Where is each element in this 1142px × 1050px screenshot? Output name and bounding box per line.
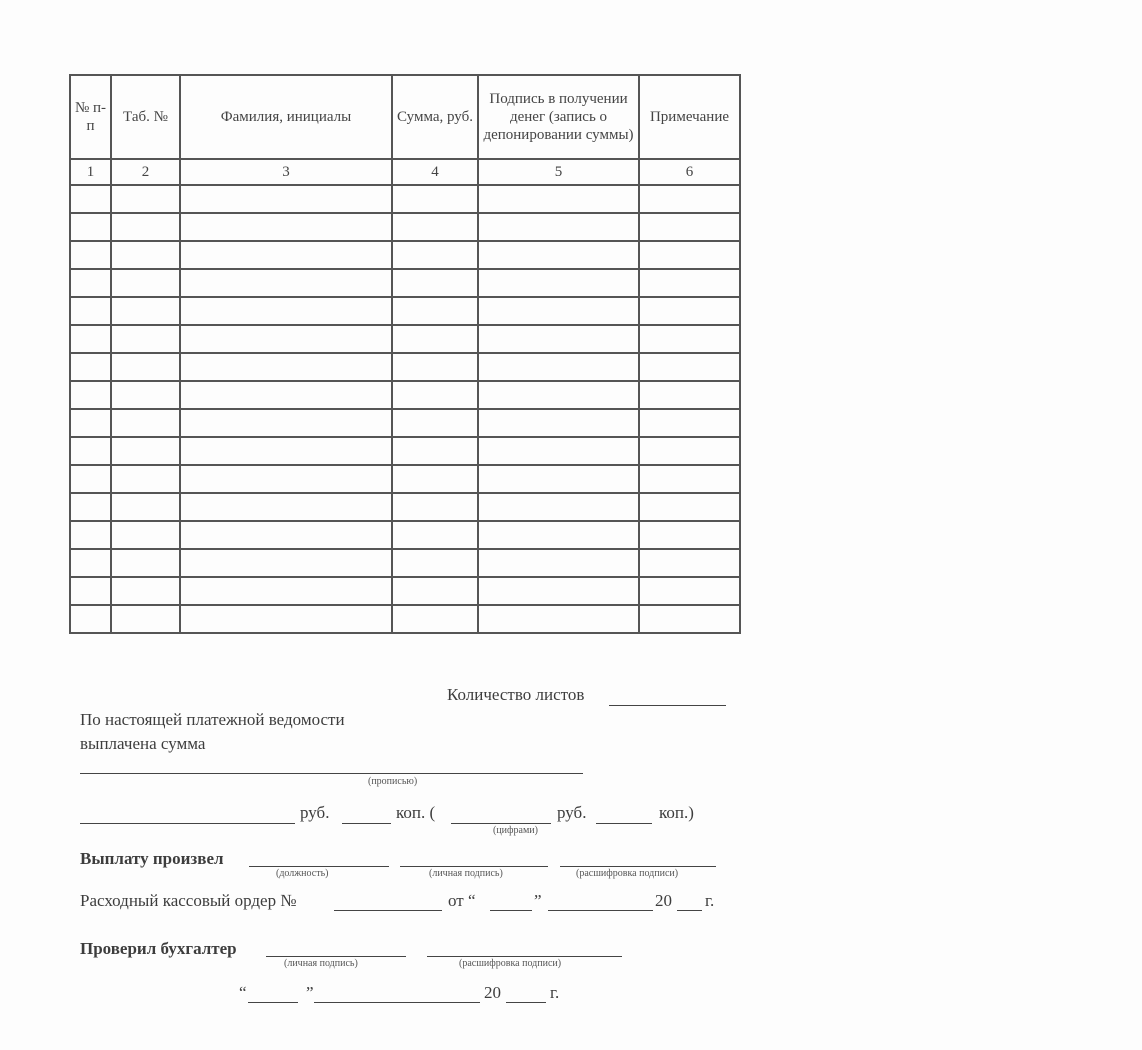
table-cell	[70, 549, 111, 577]
table-cell	[478, 605, 639, 633]
table-row	[70, 549, 740, 577]
year-prefix: 20	[655, 891, 672, 910]
table-cell	[180, 577, 392, 605]
caption-decoding2: (расшифровка подписи)	[459, 958, 562, 969]
column-number: 1	[70, 159, 111, 185]
table-cell	[70, 185, 111, 213]
table-row	[70, 577, 740, 605]
header-row-number: № п-п	[70, 75, 111, 159]
cash-order-label: Расходный кассовый ордер №	[80, 891, 297, 910]
table-cell	[111, 465, 180, 493]
quote-close: ”	[534, 891, 542, 910]
table-cell	[70, 325, 111, 353]
table-cell	[111, 325, 180, 353]
cash-order-number-line	[334, 910, 442, 911]
payroll-table	[69, 74, 741, 634]
table-cell	[180, 241, 392, 269]
header-full-name: Фамилия, инициалы	[180, 75, 392, 159]
table-body	[70, 185, 740, 633]
paid-by-label: Выплату произвел	[80, 849, 224, 868]
table-cell	[392, 297, 478, 325]
table-row	[70, 465, 740, 493]
table-cell	[392, 521, 478, 549]
table-cell	[392, 325, 478, 353]
table-cell	[180, 269, 392, 297]
table-cell	[70, 521, 111, 549]
column-number: 5	[478, 159, 639, 185]
header-tab-number: Таб. №	[111, 75, 180, 159]
table-cell	[392, 549, 478, 577]
accountant-decoding-line	[427, 956, 622, 957]
paid-statement-line2: выплачена сумма	[80, 734, 206, 753]
table-cell	[478, 577, 639, 605]
table-cell	[639, 549, 740, 577]
table-cell	[392, 213, 478, 241]
rub-line	[80, 823, 295, 824]
table-row	[70, 605, 740, 633]
caption-signature: (личная подпись)	[429, 868, 503, 879]
kop-line	[342, 823, 391, 824]
date-year-prefix: 20	[484, 983, 501, 1002]
year-suffix: г.	[705, 891, 715, 910]
order-month-line	[548, 910, 653, 911]
kop2-line	[596, 823, 652, 824]
date-month-line	[314, 1002, 480, 1003]
sheets-count-line	[609, 705, 726, 706]
table-cell	[111, 381, 180, 409]
header-amount: Сумма, руб.	[392, 75, 478, 159]
table-cell	[180, 409, 392, 437]
column-number: 4	[392, 159, 478, 185]
table-cell	[478, 465, 639, 493]
table-cell	[111, 409, 180, 437]
table-cell	[180, 465, 392, 493]
table-cell	[639, 381, 740, 409]
checked-by-label: Проверил бухгалтер	[80, 939, 237, 958]
table-row	[70, 241, 740, 269]
column-number: 6	[639, 159, 740, 185]
rub2-label: руб.	[557, 803, 587, 822]
table-cell	[478, 493, 639, 521]
table-row	[70, 353, 740, 381]
table-cell	[70, 605, 111, 633]
table-cell	[478, 185, 639, 213]
table-row	[70, 521, 740, 549]
rub-label: руб.	[300, 803, 330, 822]
table-cell	[478, 241, 639, 269]
table-cell	[180, 521, 392, 549]
order-year-line	[677, 910, 702, 911]
paid-by-signature-line	[400, 866, 548, 867]
table-cell	[639, 269, 740, 297]
table-cell	[70, 437, 111, 465]
table-cell	[70, 577, 111, 605]
table-header-row	[70, 75, 740, 159]
digits-rub-line	[451, 823, 551, 824]
table-cell	[639, 409, 740, 437]
table-cell	[180, 297, 392, 325]
paid-statement-line1: По настоящей платежной ведомости	[80, 710, 345, 729]
table-cell	[111, 549, 180, 577]
table-cell	[111, 605, 180, 633]
caption-words: (прописью)	[368, 776, 418, 787]
table-cell	[478, 213, 639, 241]
table-cell	[70, 269, 111, 297]
table-cell	[70, 353, 111, 381]
table-cell	[478, 381, 639, 409]
table-cell	[478, 325, 639, 353]
table-cell	[392, 465, 478, 493]
table-cell	[180, 353, 392, 381]
table-row	[70, 269, 740, 297]
table-row	[70, 213, 740, 241]
table-cell	[392, 269, 478, 297]
column-number: 2	[111, 159, 180, 185]
sheets-count-label: Количество листов	[447, 685, 585, 704]
kop2-label: коп.)	[659, 803, 694, 822]
table-cell	[392, 409, 478, 437]
table-cell	[639, 493, 740, 521]
table-cell	[111, 213, 180, 241]
table-cell	[392, 185, 478, 213]
table-cell	[180, 437, 392, 465]
table-cell	[70, 381, 111, 409]
table-cell	[111, 521, 180, 549]
table-row	[70, 409, 740, 437]
table-row	[70, 493, 740, 521]
table-cell	[70, 241, 111, 269]
table-cell	[392, 577, 478, 605]
table-cell	[639, 605, 740, 633]
table-cell	[392, 493, 478, 521]
date-close-quote: ”	[306, 983, 314, 1002]
table-cell	[392, 381, 478, 409]
amount-words-line	[80, 773, 583, 774]
table-cell	[180, 381, 392, 409]
table-cell	[639, 353, 740, 381]
table-cell	[180, 213, 392, 241]
table-cell	[639, 577, 740, 605]
table-cell	[70, 409, 111, 437]
date-day-line	[248, 1002, 298, 1003]
table-cell	[392, 241, 478, 269]
table-cell	[180, 493, 392, 521]
table-row	[70, 297, 740, 325]
column-number: 3	[180, 159, 392, 185]
table-cell	[478, 297, 639, 325]
table-cell	[180, 325, 392, 353]
table-cell	[478, 409, 639, 437]
date-year-suffix: г.	[550, 983, 560, 1002]
table-cell	[111, 269, 180, 297]
caption-digits: (цифрами)	[493, 825, 538, 836]
table-cell	[180, 605, 392, 633]
table-cell	[70, 465, 111, 493]
table-cell	[111, 437, 180, 465]
table-cell	[639, 185, 740, 213]
table-cell	[111, 297, 180, 325]
table-cell	[478, 549, 639, 577]
from-label: от “	[448, 891, 476, 910]
table-cell	[111, 185, 180, 213]
table-row	[70, 437, 740, 465]
table-cell	[111, 241, 180, 269]
paid-by-position-line	[249, 866, 389, 867]
table-cell	[478, 437, 639, 465]
table-cell	[639, 465, 740, 493]
table-cell	[478, 521, 639, 549]
header-signature: Подпись в получении денег (запись о депонировании суммы)	[478, 75, 639, 159]
table-cell	[392, 437, 478, 465]
table-cell	[639, 241, 740, 269]
caption-position: (должность)	[276, 868, 329, 879]
date-year-line	[506, 1002, 546, 1003]
order-day-line	[490, 910, 532, 911]
table-cell	[478, 353, 639, 381]
table-cell	[180, 549, 392, 577]
table-cell	[639, 521, 740, 549]
table-row	[70, 325, 740, 353]
table-cell	[70, 493, 111, 521]
column-number-row	[70, 159, 740, 185]
header-note: Примечание	[639, 75, 740, 159]
table-cell	[111, 577, 180, 605]
caption-decoding: (расшифровка подписи)	[576, 868, 679, 879]
table-cell	[111, 353, 180, 381]
table-cell	[70, 213, 111, 241]
table-cell	[639, 297, 740, 325]
table-row	[70, 381, 740, 409]
paid-by-decoding-line	[560, 866, 716, 867]
table-cell	[392, 353, 478, 381]
table-cell	[111, 493, 180, 521]
caption-signature2: (личная подпись)	[284, 958, 358, 969]
table-cell	[478, 269, 639, 297]
table-cell	[639, 437, 740, 465]
table-row	[70, 185, 740, 213]
accountant-signature-line	[266, 956, 406, 957]
table-cell	[639, 325, 740, 353]
table-cell	[392, 605, 478, 633]
table-cell	[639, 213, 740, 241]
kop-label: коп. (	[396, 803, 436, 822]
table-cell	[180, 185, 392, 213]
table-cell	[70, 297, 111, 325]
date-open-quote: “	[239, 983, 247, 1002]
